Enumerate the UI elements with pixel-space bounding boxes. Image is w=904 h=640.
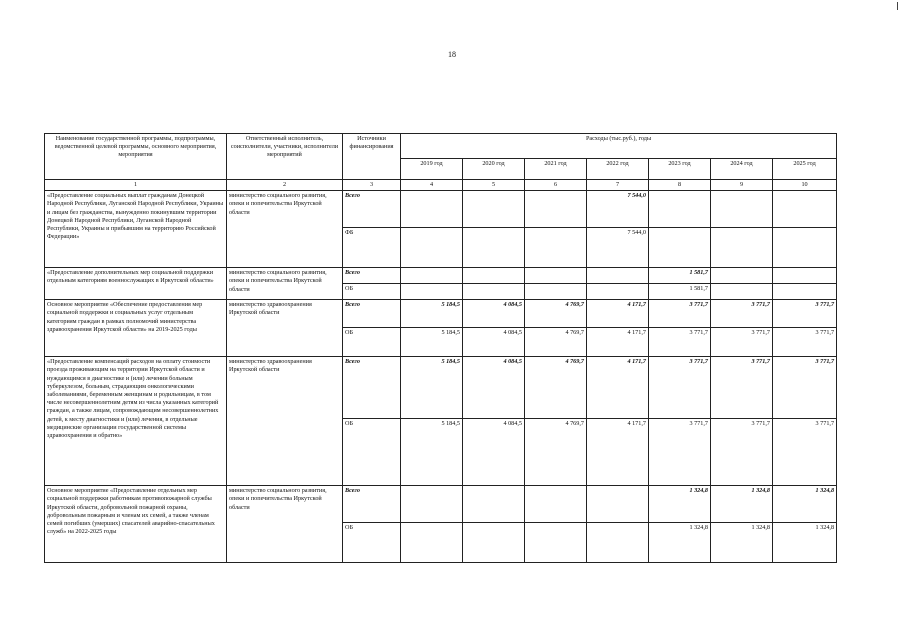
total-amount-cell xyxy=(525,268,587,284)
header-year: 2025 год xyxy=(773,159,837,180)
budget-amount-cell: 1 581,7 xyxy=(649,284,711,300)
budget-amount-cell xyxy=(587,284,649,300)
table-row xyxy=(45,300,837,328)
total-amount-cell xyxy=(773,268,837,284)
budget-amount-cell xyxy=(773,228,837,268)
budget-amount-cell: 1 324,8 xyxy=(711,523,773,563)
table-row xyxy=(45,191,837,228)
total-amount-cell: 3 771,7 xyxy=(773,300,837,328)
budget-amount-cell xyxy=(463,228,525,268)
header-column-number: 6 xyxy=(525,180,587,191)
measure-name: «Предоставление социальных выплат гражданам Донецкой Народной Республики, Луганской Народной Республики, Украины и лицам без гражданства, вынужденно покинувшим территории Донецкой Народной Республики, Луганской Народной Республики, Украины и прибывшим на территорию Российской Федерации» xyxy=(45,191,227,268)
funding-source-total: Всего xyxy=(343,357,401,419)
measure-name: Основное мероприятие «Обеспечение предоставления мер социальной поддержки и социальных услуг отдельным категориям граждан в рамках полномочий министерства здравоохранения Иркутской области» на 2019-2025 годы xyxy=(45,300,227,357)
total-amount-cell xyxy=(401,486,463,523)
budget-amount-cell xyxy=(401,228,463,268)
header-column-number: 4 xyxy=(401,180,463,191)
funding-source-total: Всего xyxy=(343,191,401,228)
total-amount-cell xyxy=(587,486,649,523)
header-year: 2019 год xyxy=(401,159,463,180)
budget-amount-cell xyxy=(401,523,463,563)
total-amount-cell: 7 544,0 xyxy=(587,191,649,228)
budget-amount-cell xyxy=(649,228,711,268)
funding-source-budget: ФБ xyxy=(343,228,401,268)
budget-amount-cell: 4 084,5 xyxy=(463,328,525,357)
total-amount-cell: 4 171,7 xyxy=(587,300,649,328)
budget-amount-cell: 4 084,5 xyxy=(463,419,525,486)
funding-source-budget: ОБ xyxy=(343,523,401,563)
header-executor: Ответственный исполнитель, соисполнители, участники, исполнители мероприятий xyxy=(227,134,343,180)
budget-amount-cell: 3 771,7 xyxy=(773,419,837,486)
budget-amount-cell: 3 771,7 xyxy=(711,328,773,357)
table-row xyxy=(45,268,837,284)
measure-executor: министерство социального развития, опеки и попечительства Иркутской области xyxy=(227,268,343,300)
header-column-number: 5 xyxy=(463,180,525,191)
budget-amount-cell: 5 184,5 xyxy=(401,419,463,486)
total-amount-cell: 4 171,7 xyxy=(587,357,649,419)
header-column-number: 7 xyxy=(587,180,649,191)
budget-table xyxy=(44,133,837,563)
budget-amount-cell: 3 771,7 xyxy=(649,328,711,357)
measure-executor: министерство здравоохранения Иркутской области xyxy=(227,300,343,357)
funding-source-budget: ОБ xyxy=(343,419,401,486)
budget-amount-cell: 4 769,7 xyxy=(525,328,587,357)
total-amount-cell: 3 771,7 xyxy=(711,357,773,419)
total-amount-cell xyxy=(401,191,463,228)
funding-source-total: Всего xyxy=(343,300,401,328)
budget-amount-cell: 4 171,7 xyxy=(587,328,649,357)
budget-amount-cell: 4 769,7 xyxy=(525,419,587,486)
budget-amount-cell xyxy=(463,284,525,300)
funding-source-budget: ОБ xyxy=(343,284,401,300)
total-amount-cell: 1 324,8 xyxy=(649,486,711,523)
total-amount-cell: 4 769,7 xyxy=(525,357,587,419)
header-column-number: 10 xyxy=(773,180,837,191)
header-column-number: 8 xyxy=(649,180,711,191)
scan-edge-mark xyxy=(897,2,898,10)
total-amount-cell: 1 324,8 xyxy=(711,486,773,523)
header-year: 2021 год xyxy=(525,159,587,180)
funding-source-budget: ОБ xyxy=(343,328,401,357)
header-expenses: Расходы (тыс.руб.), годы xyxy=(401,134,837,159)
total-amount-cell xyxy=(525,191,587,228)
total-amount-cell: 3 771,7 xyxy=(773,357,837,419)
budget-amount-cell: 1 324,8 xyxy=(773,523,837,563)
budget-amount-cell xyxy=(525,523,587,563)
total-amount-cell xyxy=(463,268,525,284)
total-amount-cell: 3 771,7 xyxy=(649,357,711,419)
table-row xyxy=(45,357,837,419)
total-amount-cell: 4 769,7 xyxy=(525,300,587,328)
measure-name: «Предоставление дополнительных мер социальной поддержки отдельным категориям военнослужащих в Иркутской области» xyxy=(45,268,227,300)
total-amount-cell: 1 581,7 xyxy=(649,268,711,284)
budget-amount-cell: 3 771,7 xyxy=(773,328,837,357)
budget-amount-cell: 5 184,5 xyxy=(401,328,463,357)
funding-source-total: Всего xyxy=(343,268,401,284)
total-amount-cell: 5 184,5 xyxy=(401,300,463,328)
header-column-number: 1 xyxy=(45,180,227,191)
total-amount-cell xyxy=(587,268,649,284)
measure-executor: министерство социального развития, опеки и попечительства Иркутской области xyxy=(227,486,343,563)
budget-amount-cell xyxy=(587,523,649,563)
header-year: 2024 год xyxy=(711,159,773,180)
measure-executor: министерство здравоохранения Иркутской области xyxy=(227,357,343,486)
measure-name: Основное мероприятие «Предоставление отдельных мер социальной поддержки работникам противопожарной службы Иркутской области, добровольной пожарной охраны, добровольным пожарным и членам их семей, а также членам семей погибших (умерших) спасателей аварийно-спасательных служб» на 2022-2025 годы xyxy=(45,486,227,563)
budget-amount-cell: 1 324,8 xyxy=(649,523,711,563)
total-amount-cell xyxy=(525,486,587,523)
budget-amount-cell xyxy=(463,523,525,563)
total-amount-cell xyxy=(463,191,525,228)
total-amount-cell: 3 771,7 xyxy=(711,300,773,328)
table-row xyxy=(45,486,837,523)
budget-amount-cell xyxy=(711,284,773,300)
total-amount-cell xyxy=(711,191,773,228)
total-amount-cell: 1 324,8 xyxy=(773,486,837,523)
total-amount-cell xyxy=(711,268,773,284)
budget-amount-cell: 7 544,0 xyxy=(587,228,649,268)
budget-amount-cell xyxy=(525,228,587,268)
total-amount-cell: 5 184,5 xyxy=(401,357,463,419)
budget-amount-cell: 4 171,7 xyxy=(587,419,649,486)
page-number: 18 xyxy=(448,50,456,59)
budget-amount-cell xyxy=(711,228,773,268)
funding-source-total: Всего xyxy=(343,486,401,523)
header-column-number: 9 xyxy=(711,180,773,191)
header-year: 2020 год xyxy=(463,159,525,180)
measure-name: «Предоставление компенсаций расходов на оплату стоимости проезда проживающим на территории Иркутской области и нуждающимся в диагностике и (или) лечении больным туберкулезом, больным, страдающим онкологическими заболеваниями, беременным женщинам и родильницам, в том числе несовершеннолетним детям из числа указанных категорий граждан, а также лицам, сопровождающим несовершеннолетних детей, к месту диагностики и (или) лечения, в отдельные медицинские организации государственной системы здравоохранения и обратно» xyxy=(45,357,227,486)
total-amount-cell: 4 084,5 xyxy=(463,300,525,328)
header-year: 2023 год xyxy=(649,159,711,180)
header-column-number: 3 xyxy=(343,180,401,191)
header-column-number: 2 xyxy=(227,180,343,191)
budget-amount-cell xyxy=(773,284,837,300)
header-program-name: Наименование государственной программы, подпрограммы, ведомственной целевой программы, основного мероприятия, мероприятия xyxy=(45,134,227,180)
total-amount-cell xyxy=(463,486,525,523)
budget-amount-cell: 3 771,7 xyxy=(711,419,773,486)
budget-amount-cell xyxy=(401,284,463,300)
header-year: 2022 год xyxy=(587,159,649,180)
header-funding-source: Источники финансирования xyxy=(343,134,401,180)
total-amount-cell: 4 084,5 xyxy=(463,357,525,419)
measure-executor: министерство социального развития, опеки и попечительства Иркутской области xyxy=(227,191,343,268)
budget-amount-cell xyxy=(525,284,587,300)
total-amount-cell xyxy=(401,268,463,284)
budget-amount-cell: 3 771,7 xyxy=(649,419,711,486)
total-amount-cell xyxy=(773,191,837,228)
total-amount-cell: 3 771,7 xyxy=(649,300,711,328)
total-amount-cell xyxy=(649,191,711,228)
